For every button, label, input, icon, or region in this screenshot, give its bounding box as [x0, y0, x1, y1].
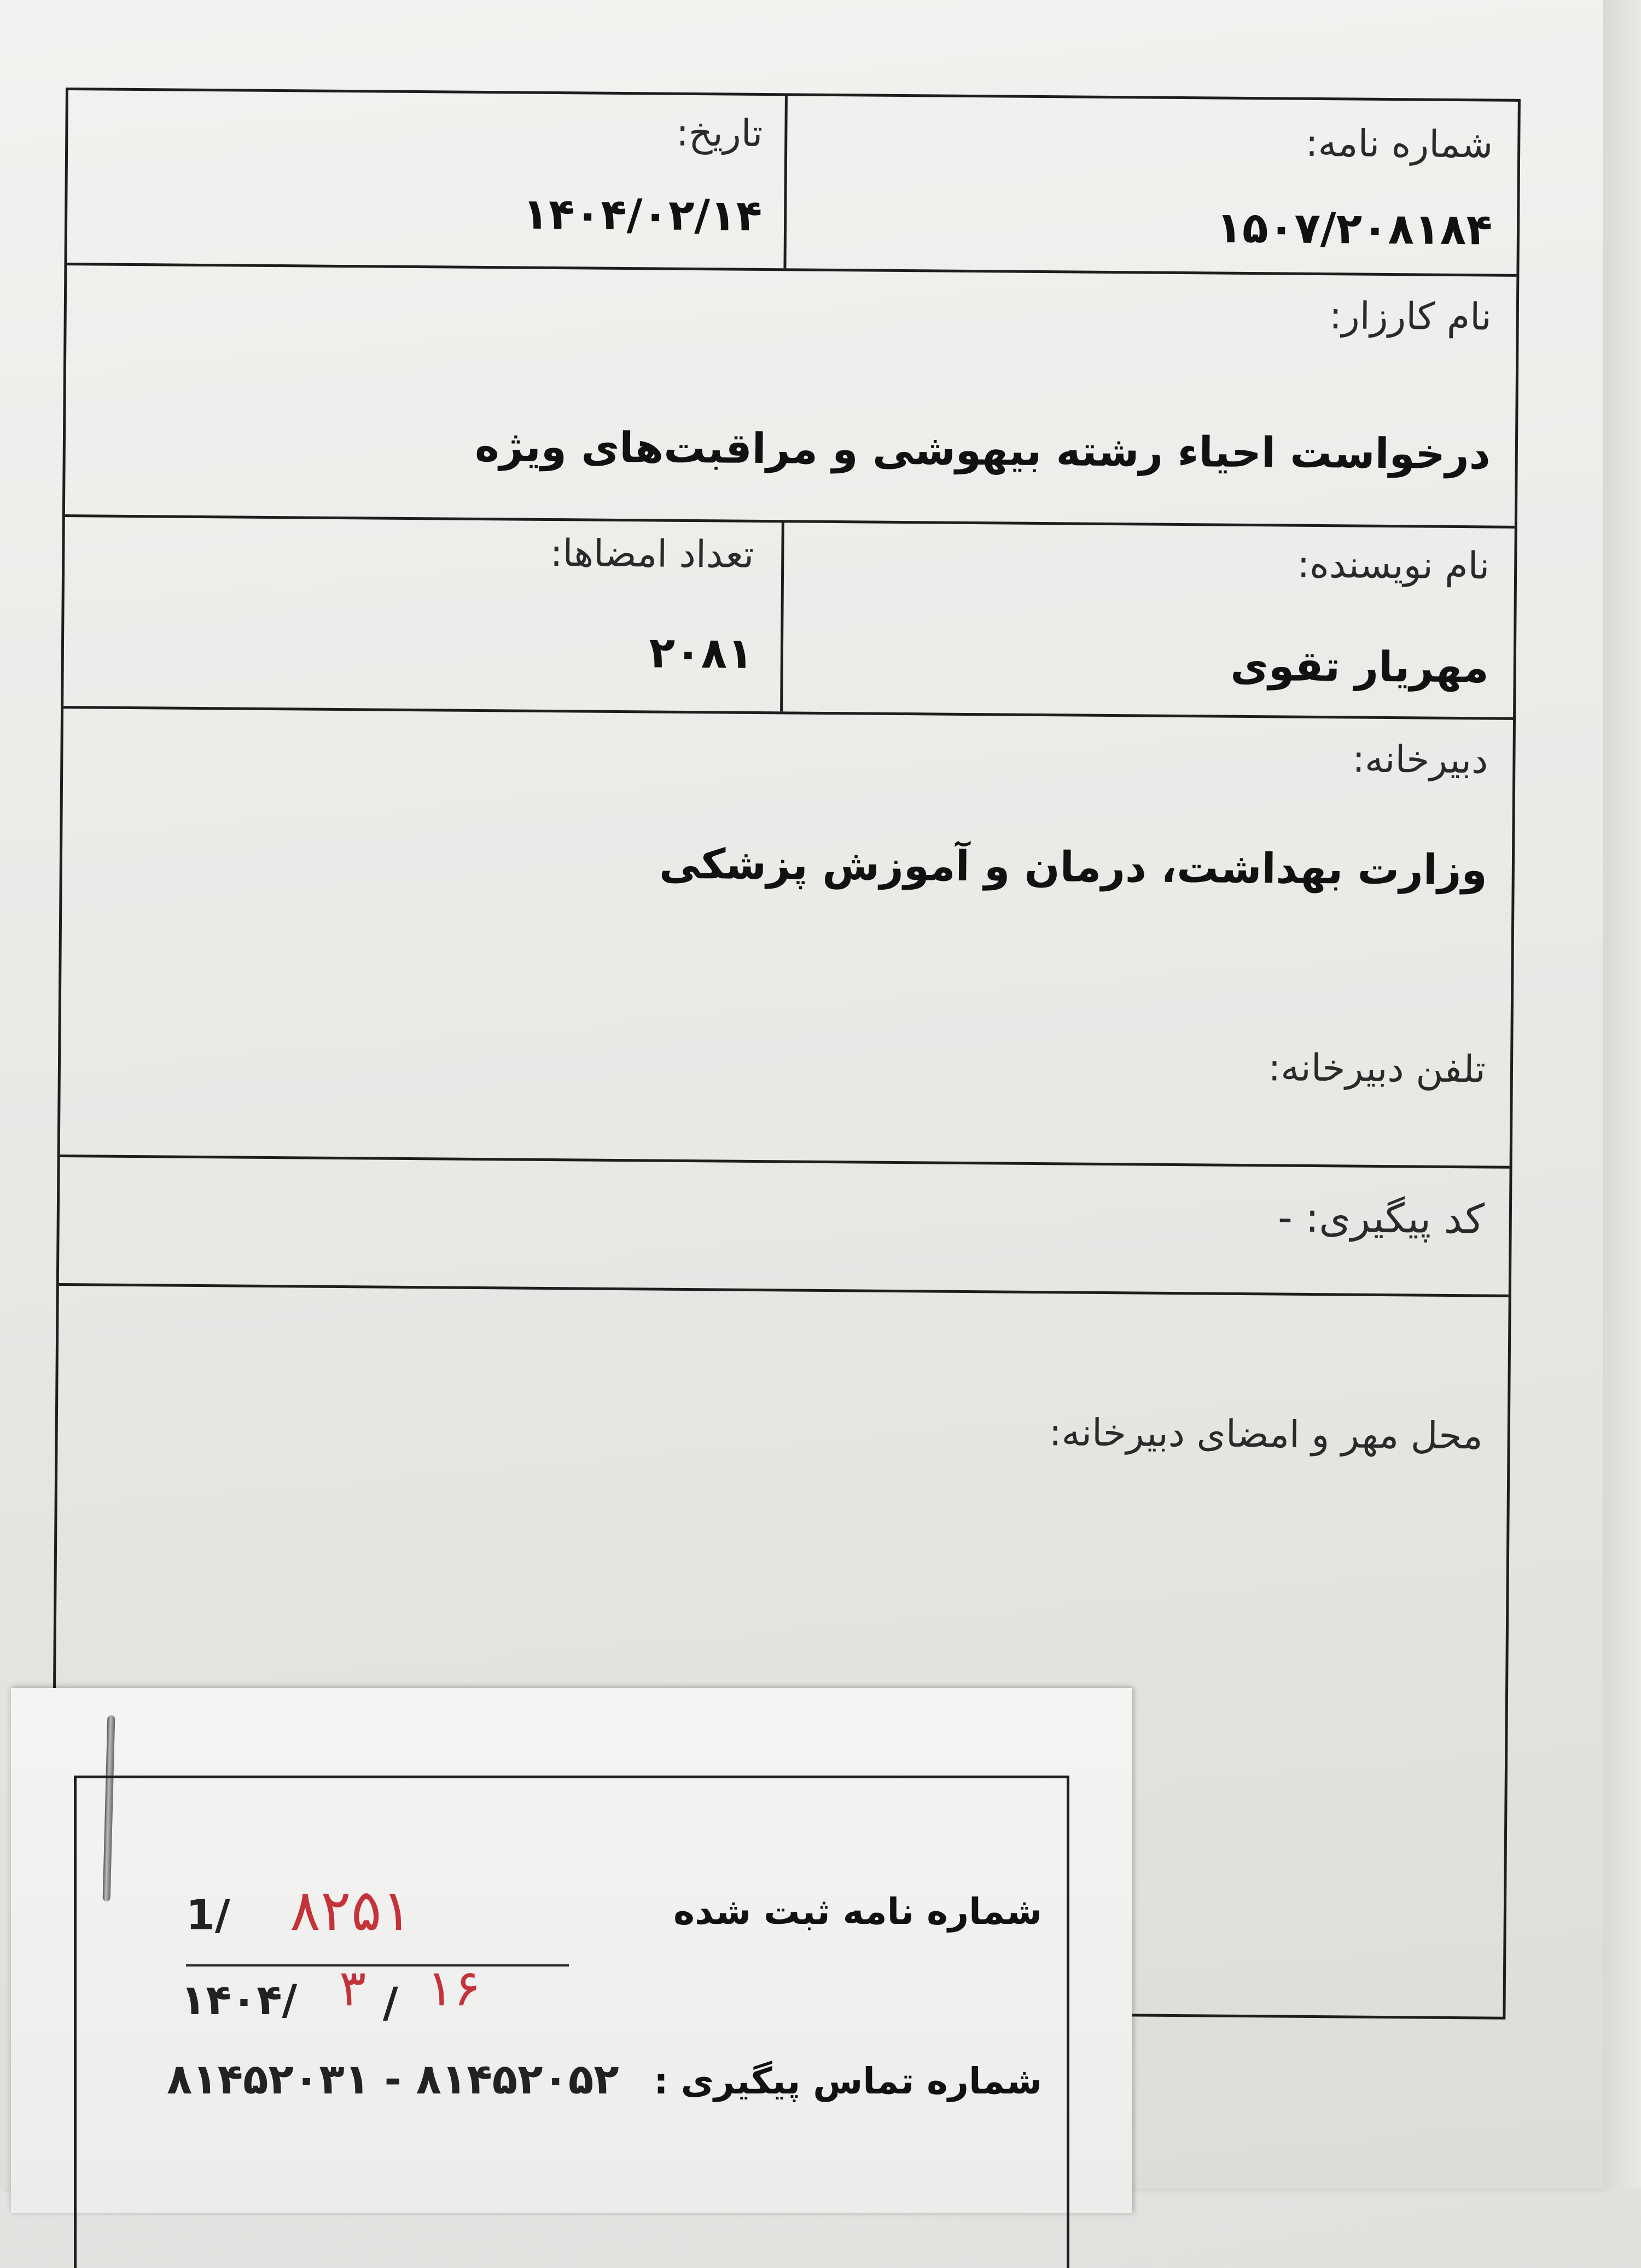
date-separator: / [383, 1978, 398, 2027]
date-day-handwritten: ۱۶ [427, 1959, 481, 2017]
contact-numbers: ۸۱۴۵۲۰۳۱ - ۸۱۴۵۲۰۵۲ [167, 2055, 619, 2103]
registered-prefix: 1/ [186, 1890, 230, 1939]
signatures-value: ۲۰۸۱ [649, 628, 754, 678]
registered-letter-label: شماره نامه ثبت شده [673, 1890, 1042, 1933]
registration-slip [11, 1688, 1132, 2213]
divider-author [780, 520, 784, 711]
date-value: ۱۴۰۴/۰۲/۱۴ [522, 189, 763, 241]
contact-label: شماره تماس پیگیری : [654, 2060, 1042, 2102]
date-month-handwritten: ۳ [339, 1959, 366, 2017]
divider-2 [65, 514, 1515, 529]
date-label: تاریخ: [676, 111, 763, 156]
signatures-label: تعداد امضاها: [550, 531, 754, 577]
campaign-label: نام کارزار: [1329, 294, 1492, 339]
letter-number-value: ۱۵۰۷/۲۰۸۱۸۴ [1216, 203, 1493, 255]
slip-box [74, 1776, 1069, 2268]
letter-number-label: شماره نامه: [1305, 121, 1493, 167]
background-edge [1603, 0, 1641, 2189]
tracking-code-label: کد پیگیری: - [1277, 1194, 1485, 1243]
divider-1 [67, 263, 1516, 277]
divider-3 [63, 706, 1513, 720]
secretariat-phone-label: تلفن دبیرخانه: [1268, 1046, 1486, 1092]
registered-number-underline [186, 1964, 569, 1967]
divider-4 [60, 1155, 1510, 1169]
divider-5 [59, 1283, 1509, 1297]
registered-number-handwritten: ۸۲۵۱ [290, 1877, 412, 1944]
author-value: مهریار تقوی [1230, 641, 1489, 692]
secretariat-label: دبیرخانه: [1352, 738, 1488, 782]
author-label: نام نویسنده: [1297, 543, 1490, 588]
date-year-printed: ۱۴۰۴/ [181, 1975, 298, 2024]
divider-header [783, 96, 787, 268]
stamp-area-label: محل مهر و امضای دبیرخانه: [1049, 1411, 1483, 1458]
secretariat-value: وزارت بهداشت، درمان و آموزش پزشکی [659, 839, 1488, 895]
campaign-value: درخواست احیاء رشته بیهوشی و مراقبت‌های ویژه [474, 421, 1491, 479]
